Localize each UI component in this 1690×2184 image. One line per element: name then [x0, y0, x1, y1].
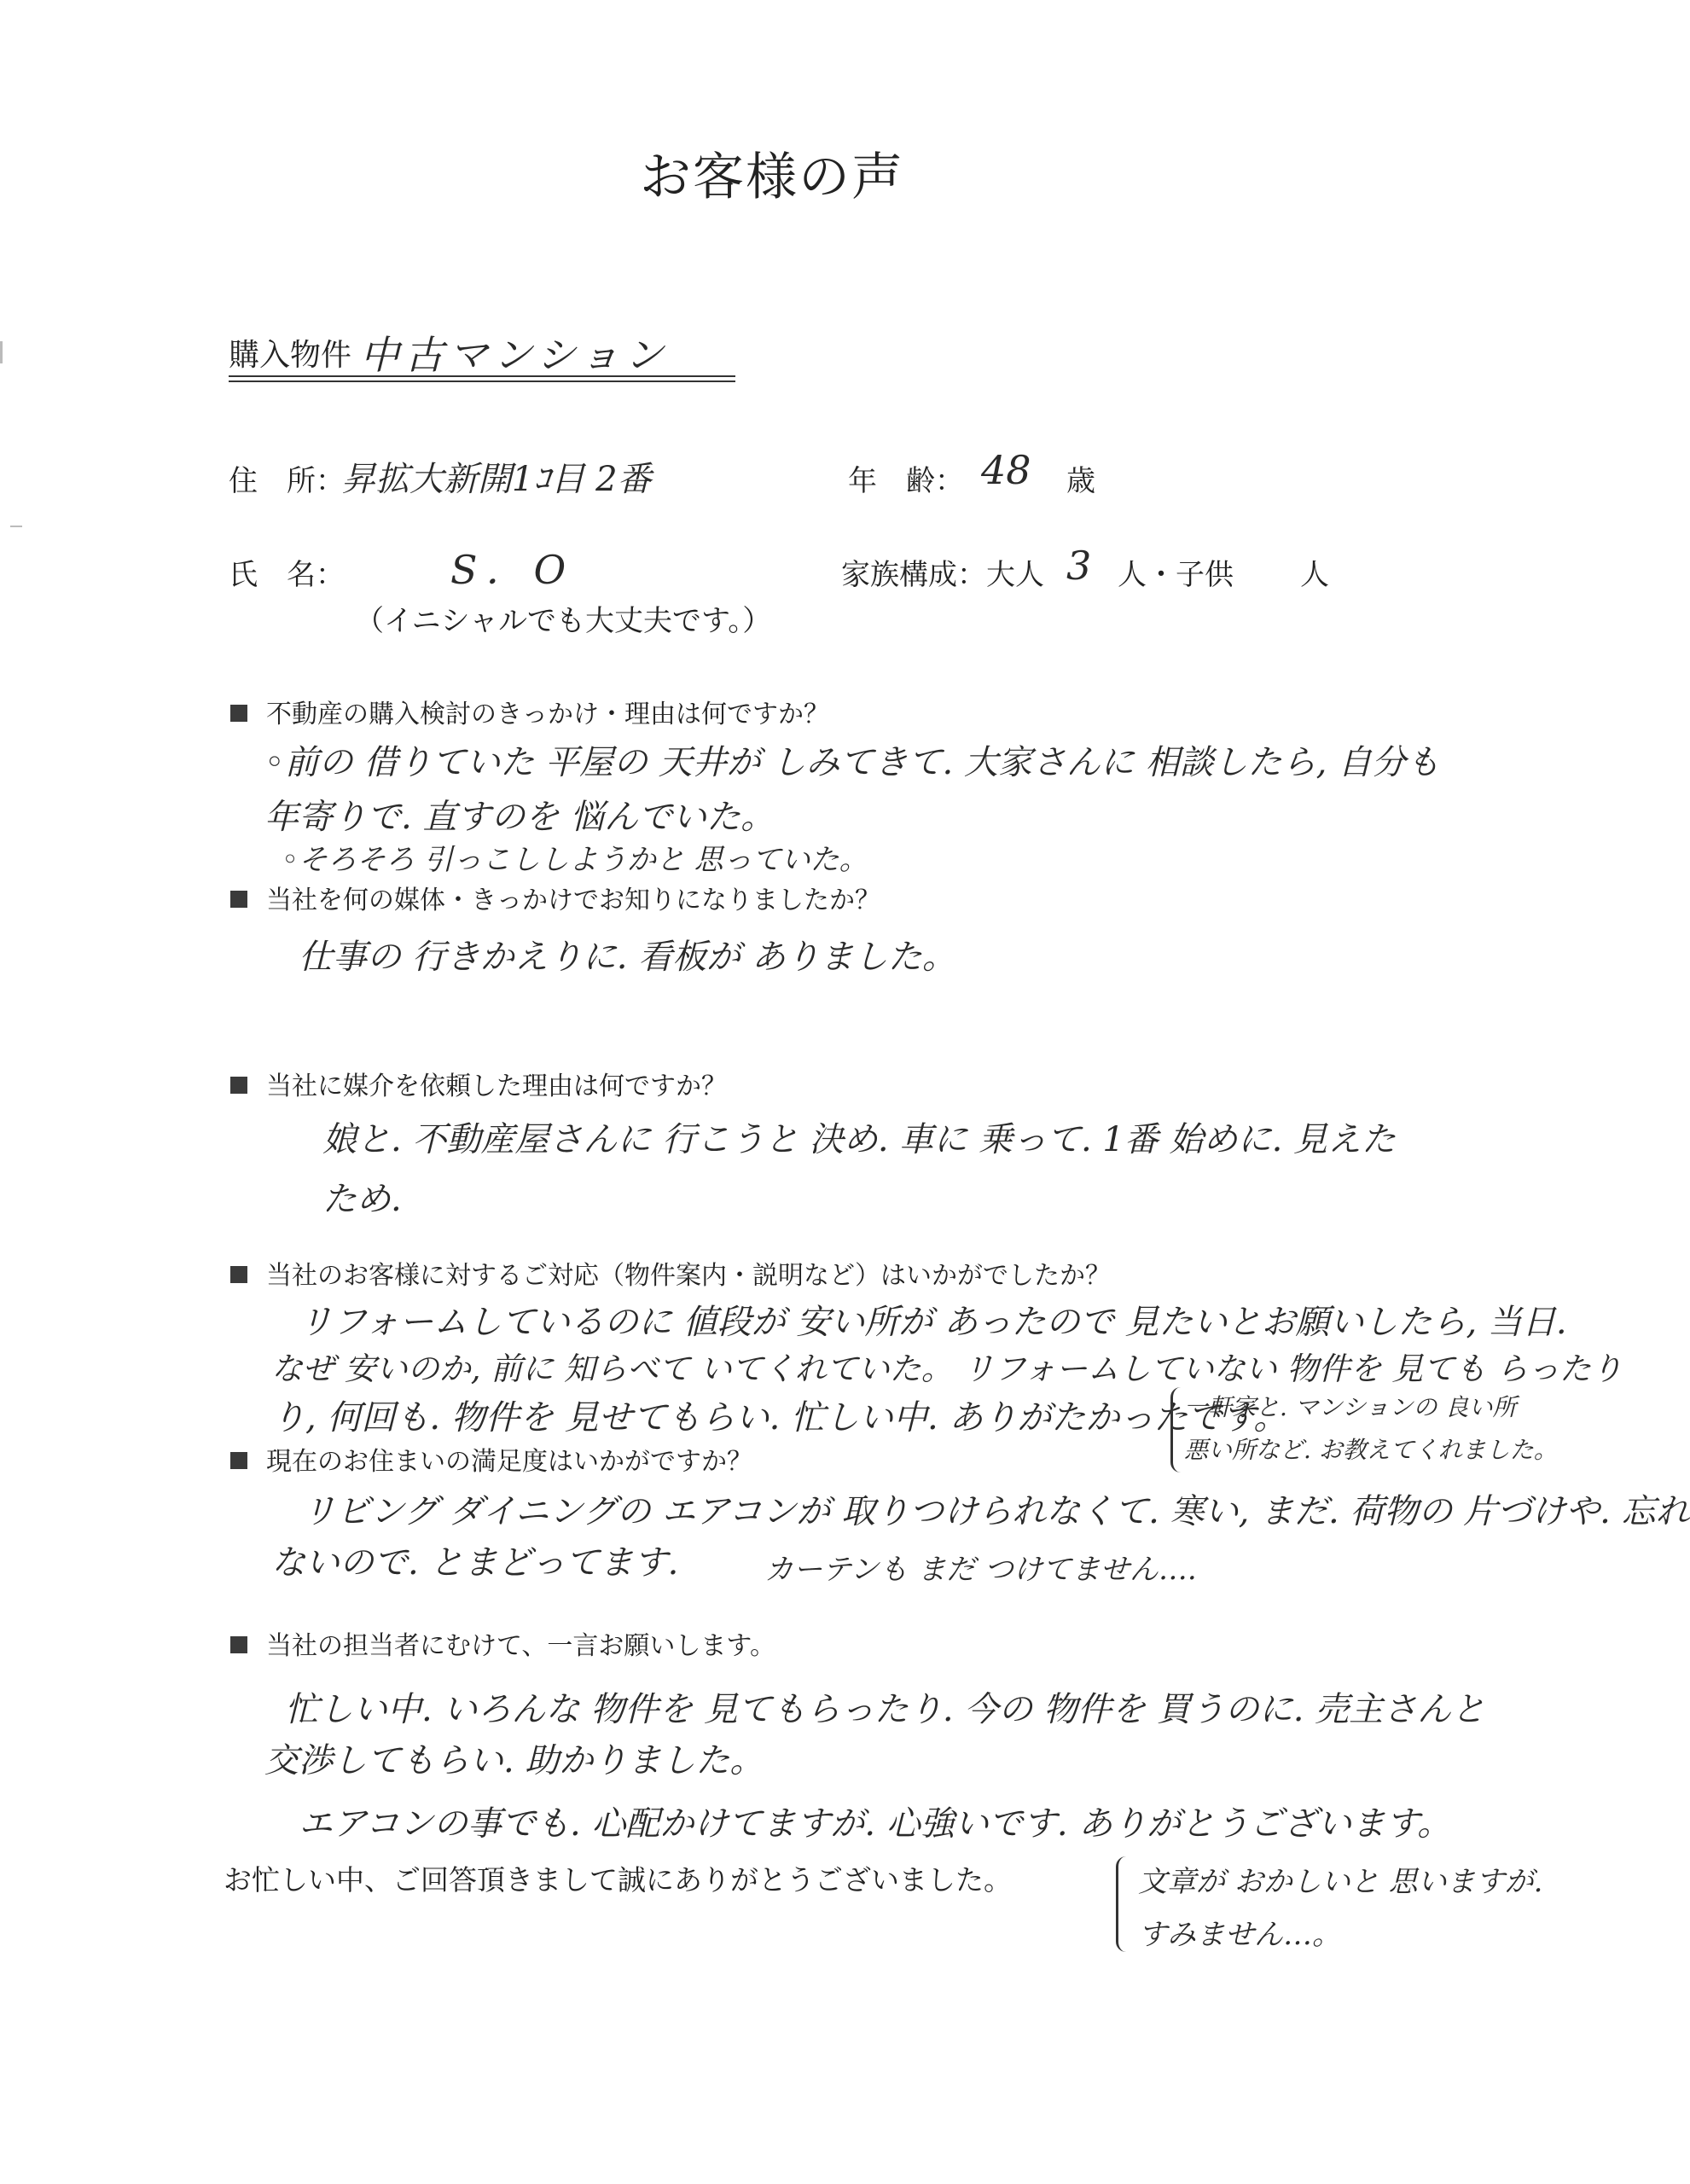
- q4-answer-line-3: り, 何回も. 物件を 見せてもらい. 忙しい中. ありがたかったです。: [271, 1398, 1288, 1438]
- property-label: 購入物件: [229, 338, 352, 373]
- q3-answer-line-1: 娘と. 不動産屋さんに 行こうと 決め. 車に 乗って. 1番 始めに. 見えた: [322, 1120, 1397, 1159]
- family-adults-unit: 人・子供: [1118, 558, 1234, 592]
- square-bullet-icon: [230, 1452, 247, 1469]
- q3-answer-line-2: ため.: [322, 1180, 402, 1219]
- q4-question: [230, 1254, 1111, 1292]
- q3-question: [230, 1065, 727, 1102]
- q2-question: [230, 879, 880, 916]
- address-value: 昇拡大新開1ｺ目 2番: [341, 460, 652, 499]
- scan-speck: [10, 526, 22, 527]
- q6-answer-line-2: 交渉してもらい. 助かりました。: [264, 1741, 764, 1780]
- q5-question: [230, 1440, 752, 1478]
- q4-question-text: 当社のお客様に対するご対応（物件案内・説明など）はいかがでしたか？: [266, 1261, 1111, 1291]
- q4-side-note-line-1: 一軒家と. マンションの 良い所: [1184, 1393, 1517, 1421]
- q5-question-text: 現在のお住まいの満足度はいかがですか？: [266, 1447, 752, 1477]
- q6-question-text: 当社の担当者にむけて、一言お願いします。: [266, 1631, 775, 1661]
- q1-answer-line-1: ◦前の 借りていた 平屋の 天井が しみてきて. 大家さんに 相談したら, 自分も: [264, 743, 1441, 782]
- name-label: 氏 名：: [229, 558, 345, 592]
- property-underline: [229, 375, 735, 377]
- family-label: 家族構成：大人: [841, 558, 1044, 592]
- age-value: 48: [981, 447, 1031, 493]
- postscript-line-2: すみません…。: [1138, 1918, 1341, 1952]
- property-underline-double: [229, 380, 735, 382]
- property-value: 中古マンション: [360, 332, 669, 378]
- q4-answer-line-2: なぜ 安いのか, 前に 知らべて いてくれていた。 リフォームしていない 物件を 見ても らったり: [271, 1350, 1623, 1387]
- square-bullet-icon: [230, 1266, 247, 1283]
- address-label: 住 所：: [229, 464, 345, 498]
- postscript-bracket: [1116, 1856, 1127, 1952]
- q1-answer-line-2: 年寄りで. 直すのを 悩んでいた。: [264, 798, 775, 837]
- page-title: お客様の声: [640, 148, 904, 207]
- closing-text: お忙しい中、ご回答頂きまして誠にありがとうございました。: [224, 1863, 1012, 1896]
- square-bullet-icon: [230, 705, 247, 722]
- family-adults: 3: [1066, 543, 1092, 589]
- q1-question-text: 不動産の購入検討のきっかけ・理由は何ですか？: [266, 700, 829, 729]
- square-bullet-icon: [230, 891, 247, 908]
- scan-speck: [0, 341, 3, 363]
- name-value: S．O: [450, 547, 575, 593]
- q4-side-note-bracket: [1170, 1387, 1182, 1472]
- name-note: （イニシャルでも大丈夫です。）: [355, 604, 772, 638]
- age-unit: 歳: [1066, 464, 1095, 498]
- family-children-unit: 人: [1300, 558, 1329, 592]
- q5-answer-line-1: リビング ダイニングの エアコンが 取りつけられなくて. 寒い, まだ. 荷物の 片づけや. 忘れ: [302, 1492, 1690, 1531]
- q2-answer-line-1: 仕事の 行きかえりに. 看板が ありました。: [299, 938, 956, 977]
- q5-answer-line-3: カーテンも まだ つけてません….: [764, 1553, 1197, 1587]
- q1-answer-line-3: ◦そろそろ 引っこししようかと 思っていた。: [282, 843, 868, 877]
- postscript-line-1: 文章が おかしいと 思いますが.: [1138, 1865, 1543, 1899]
- square-bullet-icon: [230, 1077, 247, 1094]
- q1-question: [230, 693, 829, 730]
- q6-answer-line-1: 忙しい中. いろんな 物件を 見てもらったり. 今の 物件を 買うのに. 売主さんと: [285, 1690, 1486, 1729]
- q2-question-text: 当社を何の媒体・きっかけでお知りになりましたか？: [266, 886, 880, 915]
- q4-side-note-line-2: 悪い所など. お教えてくれました。: [1184, 1436, 1558, 1464]
- q6-question: [230, 1624, 775, 1662]
- q3-question-text: 当社に媒介を依頼した理由は何ですか？: [266, 1072, 727, 1101]
- square-bullet-icon: [230, 1636, 247, 1653]
- q6-answer-line-3: エアコンの事でも. 心配かけてますが. 心強いです. ありがとうございます。: [299, 1804, 1452, 1844]
- age-label: 年 齢：: [848, 464, 964, 498]
- q5-answer-line-2: ないので. とまどってます.: [271, 1543, 679, 1583]
- q4-answer-line-1: リフォームしているのに 値段が 安い所が あったので 見たいとお願いしたら, 当日.: [299, 1303, 1567, 1342]
